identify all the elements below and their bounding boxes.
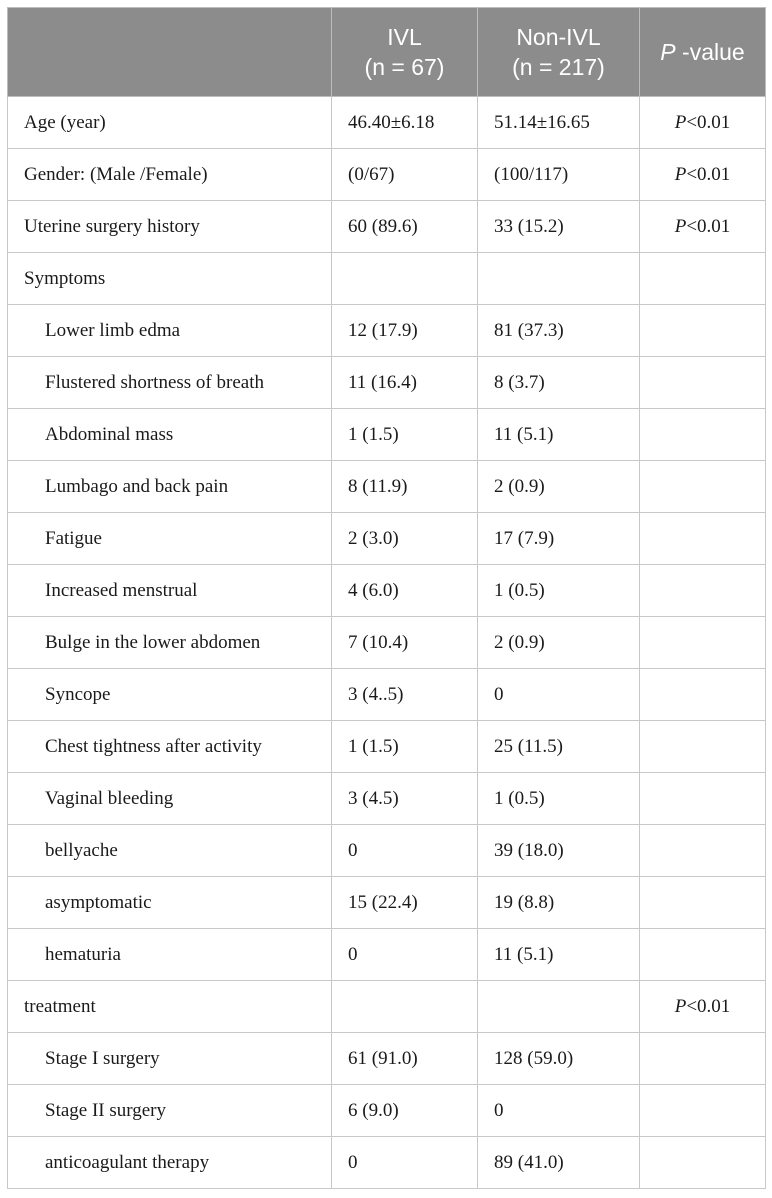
ivl-value: 11 (16.4) <box>332 357 478 409</box>
non-ivl-value: 89 (41.0) <box>478 1137 640 1189</box>
non-ivl-value: 11 (5.1) <box>478 929 640 981</box>
header-ivl-name: IVL <box>387 24 422 50</box>
p-value <box>640 877 766 929</box>
ivl-value: 0 <box>332 929 478 981</box>
non-ivl-value: 17 (7.9) <box>478 513 640 565</box>
non-ivl-value: 81 (37.3) <box>478 305 640 357</box>
p-value-text: <0.01 <box>686 995 731 1017</box>
row-label: Vaginal bleeding <box>8 773 332 825</box>
header-non-ivl-n: (n = 217) <box>512 54 605 80</box>
p-value <box>640 1137 766 1189</box>
table-row <box>8 877 766 929</box>
non-ivl-value: 1 (0.5) <box>478 565 640 617</box>
table-row <box>8 149 766 201</box>
ivl-value: 46.40±6.18 <box>332 97 478 149</box>
table-row <box>8 617 766 669</box>
table-row <box>8 305 766 357</box>
non-ivl-value: (100/117) <box>478 149 640 201</box>
p-value <box>640 669 766 721</box>
p-value <box>640 201 766 253</box>
p-value <box>640 409 766 461</box>
non-ivl-value: 19 (8.8) <box>478 877 640 929</box>
ivl-value <box>332 253 478 305</box>
ivl-value <box>332 981 478 1033</box>
table-row <box>8 669 766 721</box>
row-label: Stage I surgery <box>8 1033 332 1085</box>
row-label: Stage II surgery <box>8 1085 332 1137</box>
ivl-value: 1 (1.5) <box>332 721 478 773</box>
row-label: Symptoms <box>8 253 332 305</box>
p-value <box>640 1033 766 1085</box>
table-row <box>8 513 766 565</box>
table-body <box>8 97 766 1189</box>
row-label: Lower limb edma <box>8 305 332 357</box>
non-ivl-value: 1 (0.5) <box>478 773 640 825</box>
table-row <box>8 97 766 149</box>
characteristics-table <box>7 7 766 1189</box>
ivl-value: 3 (4.5) <box>332 773 478 825</box>
table-row <box>8 773 766 825</box>
ivl-value: 60 (89.6) <box>332 201 478 253</box>
p-value <box>640 461 766 513</box>
table-row <box>8 461 766 513</box>
table-row <box>8 201 766 253</box>
non-ivl-value: 0 <box>478 1085 640 1137</box>
row-label: Flustered shortness of breath <box>8 357 332 409</box>
p-value <box>640 617 766 669</box>
p-value <box>640 721 766 773</box>
p-value <box>640 305 766 357</box>
row-label: Syncope <box>8 669 332 721</box>
ivl-value: 7 (10.4) <box>332 617 478 669</box>
p-value <box>640 1085 766 1137</box>
p-value <box>640 981 766 1033</box>
row-label: Lumbago and back pain <box>8 461 332 513</box>
p-value <box>640 929 766 981</box>
row-label: Bulge in the lower abdomen <box>8 617 332 669</box>
p-value-symbol: P <box>674 111 687 133</box>
non-ivl-value: 51.14±16.65 <box>478 97 640 149</box>
row-label: Gender: (Male /Female) <box>8 149 332 201</box>
p-value-symbol: P <box>674 163 687 185</box>
non-ivl-value: 128 (59.0) <box>478 1033 640 1085</box>
p-value-symbol: P <box>674 995 687 1017</box>
row-label: bellyache <box>8 825 332 877</box>
p-value <box>640 565 766 617</box>
ivl-value: 2 (3.0) <box>332 513 478 565</box>
non-ivl-value: 2 (0.9) <box>478 461 640 513</box>
non-ivl-value: 33 (15.2) <box>478 201 640 253</box>
non-ivl-value: 0 <box>478 669 640 721</box>
row-label: Chest tightness after activity <box>8 721 332 773</box>
non-ivl-value: 39 (18.0) <box>478 825 640 877</box>
non-ivl-value: 2 (0.9) <box>478 617 640 669</box>
ivl-value: 12 (17.9) <box>332 305 478 357</box>
p-value-symbol: P <box>674 215 687 237</box>
p-value <box>640 97 766 149</box>
p-value <box>640 357 766 409</box>
ivl-value: 15 (22.4) <box>332 877 478 929</box>
table-row <box>8 1033 766 1085</box>
row-label: anticoagulant therapy <box>8 1137 332 1189</box>
table-row <box>8 565 766 617</box>
non-ivl-value <box>478 253 640 305</box>
non-ivl-value: 8 (3.7) <box>478 357 640 409</box>
ivl-value: 1 (1.5) <box>332 409 478 461</box>
header-row <box>8 8 766 97</box>
ivl-value: 6 (9.0) <box>332 1085 478 1137</box>
table-row <box>8 981 766 1033</box>
p-value <box>640 773 766 825</box>
p-value <box>640 149 766 201</box>
row-label: Abdominal mass <box>8 409 332 461</box>
ivl-value: (0/67) <box>332 149 478 201</box>
table-row <box>8 1085 766 1137</box>
p-value-text: <0.01 <box>686 163 731 185</box>
non-ivl-value <box>478 981 640 1033</box>
table-row <box>8 721 766 773</box>
non-ivl-value: 11 (5.1) <box>478 409 640 461</box>
row-label: asymptomatic <box>8 877 332 929</box>
table-row <box>8 409 766 461</box>
p-value-text: <0.01 <box>686 215 731 237</box>
ivl-value: 3 (4..5) <box>332 669 478 721</box>
row-label: Fatigue <box>8 513 332 565</box>
ivl-value: 8 (11.9) <box>332 461 478 513</box>
table-row <box>8 929 766 981</box>
non-ivl-value: 25 (11.5) <box>478 721 640 773</box>
header-ivl <box>332 8 478 97</box>
header-variable <box>8 8 332 97</box>
row-label: Increased menstrual <box>8 565 332 617</box>
ivl-value: 61 (91.0) <box>332 1033 478 1085</box>
table-row <box>8 1137 766 1189</box>
ivl-value: 0 <box>332 825 478 877</box>
header-p-value <box>640 8 766 97</box>
header-non-ivl-name: Non-IVL <box>516 24 601 50</box>
table-row <box>8 357 766 409</box>
row-label: Uterine surgery history <box>8 201 332 253</box>
header-ivl-n: (n = 67) <box>364 54 445 80</box>
header-p-italic: P <box>660 39 676 65</box>
table-row <box>8 253 766 305</box>
p-value-text: <0.01 <box>686 111 731 133</box>
row-label: Age (year) <box>8 97 332 149</box>
ivl-value: 0 <box>332 1137 478 1189</box>
p-value <box>640 825 766 877</box>
p-value <box>640 253 766 305</box>
header-non-ivl <box>478 8 640 97</box>
row-label: hematuria <box>8 929 332 981</box>
ivl-value: 4 (6.0) <box>332 565 478 617</box>
header-p-rest: -value <box>675 39 745 65</box>
p-value <box>640 513 766 565</box>
row-label: treatment <box>8 981 332 1033</box>
table-row <box>8 825 766 877</box>
